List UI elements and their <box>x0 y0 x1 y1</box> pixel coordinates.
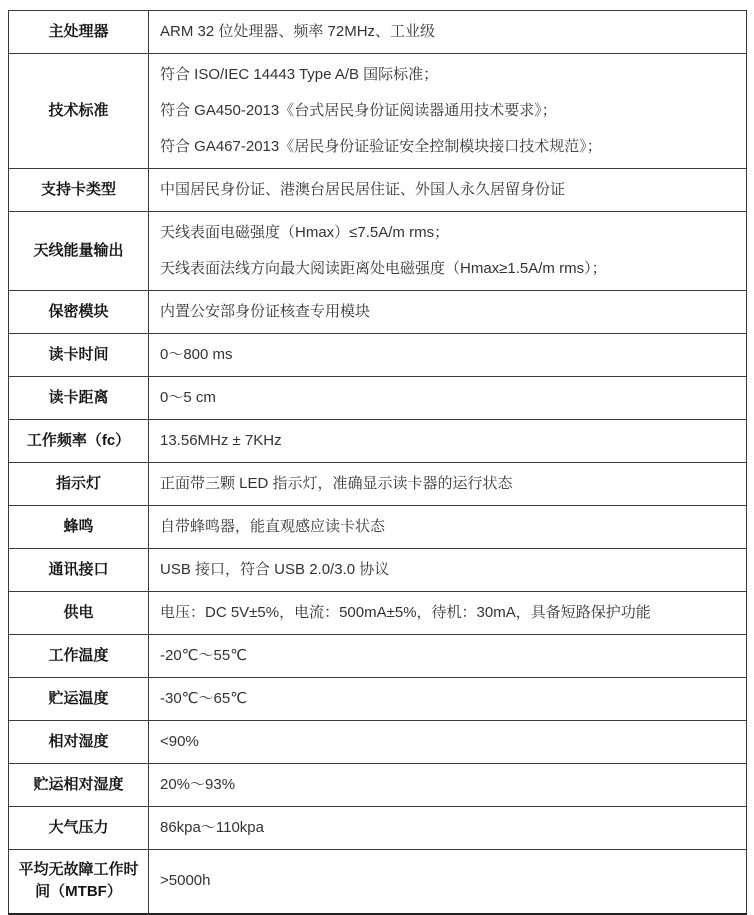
spec-value-cell <box>149 291 747 334</box>
spec-label: 贮运相对湿度 <box>9 764 149 807</box>
spec-value-line: 电压：DC 5V±5%，电流：500mA±5%，待机：30mA，具备短路保护功能 <box>160 604 651 621</box>
spec-value-line: 符合 GA450-2013《台式居民身份证阅读器通用技术要求》； <box>160 102 557 119</box>
table-row <box>9 635 747 678</box>
table-row <box>9 678 747 721</box>
spec-value-line: USB 接口，符合 USB 2.0/3.0 协议 <box>160 561 390 578</box>
spec-value-cell <box>149 807 747 850</box>
spec-value-cell <box>149 850 747 914</box>
spec-label: 天线能量输出 <box>9 212 149 291</box>
table-row <box>9 549 747 592</box>
table-row <box>9 291 747 334</box>
spec-value-line: 13.56MHz ± 7KHz <box>160 432 282 449</box>
spec-value-cell <box>149 764 747 807</box>
table-row <box>9 463 747 506</box>
spec-value-line: -30℃～65℃ <box>160 690 248 707</box>
spec-value-line: 0～5 cm <box>160 389 216 406</box>
table-row <box>9 420 747 463</box>
table-row <box>9 807 747 850</box>
spec-label: 平均无故障工作时间（MTBF） <box>9 850 149 914</box>
table-row <box>9 212 747 291</box>
table-row <box>9 169 747 212</box>
table-row <box>9 506 747 549</box>
table-row <box>9 11 747 54</box>
table-row <box>9 334 747 377</box>
spec-value-line: 天线表面电磁强度（Hmax）≤7.5A/m rms； <box>160 224 450 241</box>
spec-value-cell <box>149 54 747 169</box>
spec-value-cell <box>149 212 747 291</box>
table-row <box>9 592 747 635</box>
spec-label: 指示灯 <box>9 463 149 506</box>
spec-label: 工作频率（fc） <box>9 420 149 463</box>
spec-value-line: ARM 32 位处理器、频率 72MHz、工业级 <box>160 23 436 40</box>
table-row <box>9 721 747 764</box>
spec-label: 供电 <box>9 592 149 635</box>
spec-value-line: 中国居民身份证、港澳台居民居住证、外国人永久居留身份证 <box>160 181 566 198</box>
spec-value-cell <box>149 334 747 377</box>
spec-value-line: 86kpa～110kpa <box>160 819 264 836</box>
spec-value-cell <box>149 678 747 721</box>
table-row <box>9 764 747 807</box>
spec-value-cell <box>149 592 747 635</box>
spec-value-cell <box>149 169 747 212</box>
spec-value-cell <box>149 11 747 54</box>
spec-label: 贮运温度 <box>9 678 149 721</box>
table-row <box>9 850 747 914</box>
spec-value-cell <box>149 377 747 420</box>
spec-value-line: 自带蜂鸣器，能直观感应读卡状态 <box>160 518 386 535</box>
spec-label: 大气压力 <box>9 807 149 850</box>
spec-value-cell <box>149 721 747 764</box>
spec-value-line: -20℃～55℃ <box>160 647 248 664</box>
spec-table <box>8 10 747 915</box>
spec-value-line: <90% <box>160 733 199 750</box>
spec-label: 技术标准 <box>9 54 149 169</box>
table-row <box>9 377 747 420</box>
spec-value-cell <box>149 635 747 678</box>
spec-value-line: 天线表面法线方向最大阅读距离处电磁强度（Hmax≥1.5A/m rms）； <box>160 260 607 277</box>
spec-value-cell <box>149 463 747 506</box>
spec-label: 通讯接口 <box>9 549 149 592</box>
spec-label: 主处理器 <box>9 11 149 54</box>
spec-label: 保密模块 <box>9 291 149 334</box>
spec-value-cell <box>149 506 747 549</box>
spec-value-cell <box>149 420 747 463</box>
spec-label: 蜂鸣 <box>9 506 149 549</box>
spec-value-line: 符合 ISO/IEC 14443 Type A/B 国际标准； <box>160 66 439 83</box>
spec-label: 读卡时间 <box>9 334 149 377</box>
spec-value-line: 20%～93% <box>160 776 236 793</box>
spec-value-line: 正面带三颗 LED 指示灯，准确显示读卡器的运行状态 <box>160 475 513 492</box>
spec-value-cell <box>149 549 747 592</box>
spec-label: 相对湿度 <box>9 721 149 764</box>
spec-value-line: 内置公安部身份证核查专用模块 <box>160 303 371 320</box>
spec-value-line: 0～800 ms <box>160 346 233 363</box>
spec-label: 读卡距离 <box>9 377 149 420</box>
spec-label: 支持卡类型 <box>9 169 149 212</box>
spec-table-body <box>9 11 747 914</box>
spec-label: 工作温度 <box>9 635 149 678</box>
spec-value-line: >5000h <box>160 872 211 890</box>
table-row <box>9 54 747 169</box>
spec-value-line: 符合 GA467-2013《居民身份证验证安全控制模块接口技术规范》； <box>160 138 602 155</box>
